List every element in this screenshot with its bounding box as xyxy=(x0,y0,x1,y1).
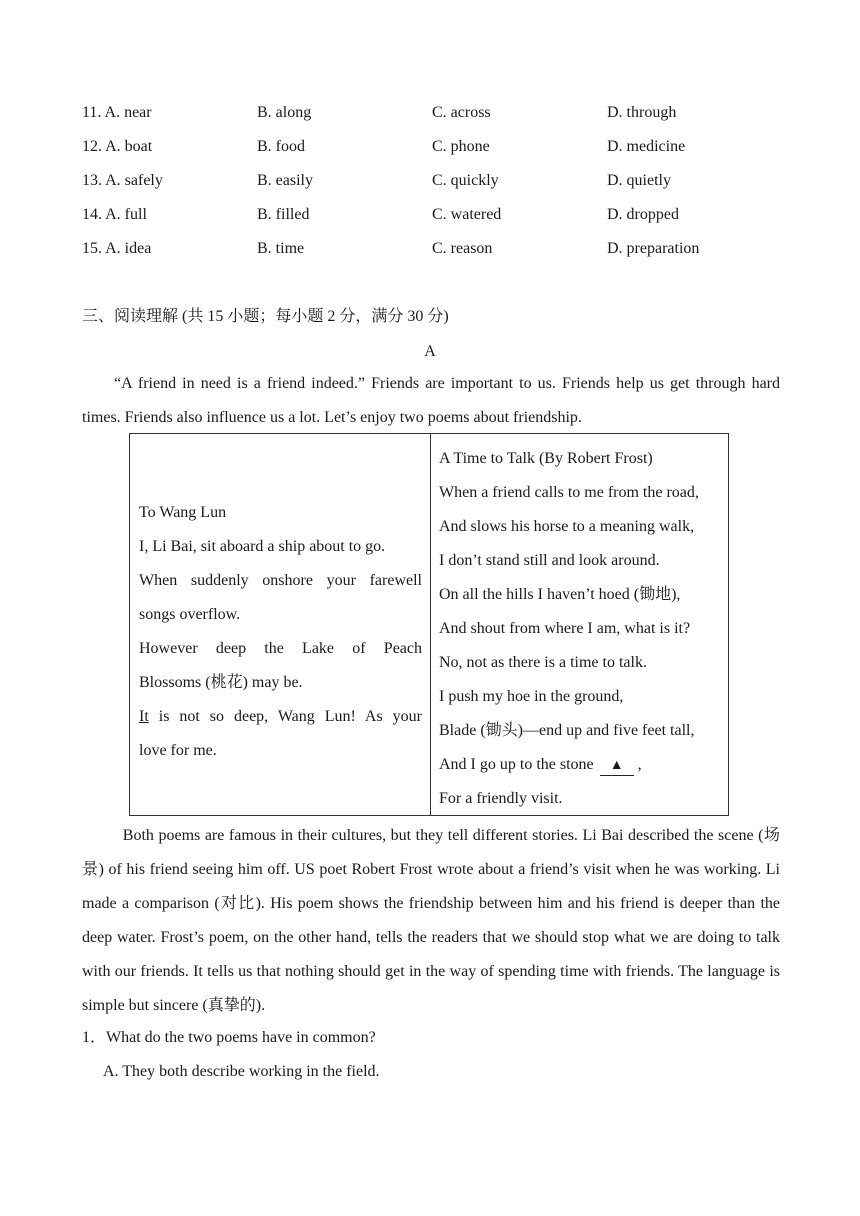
poem-line: For a friendly visit. xyxy=(439,790,563,807)
option-item: 13. A. safely xyxy=(82,172,163,189)
question-1-choice-a: A. They both describe working in the field. xyxy=(103,1063,380,1080)
poem-line-text: , xyxy=(637,756,642,773)
section-title: 三、阅读理解 (共 15 小题；每小题 2 分，满分 30 分) xyxy=(82,308,449,325)
option-row xyxy=(82,168,782,202)
option-item: B. filled xyxy=(257,206,310,223)
option-row xyxy=(82,100,782,134)
poem-table xyxy=(129,433,729,816)
cloze-options-table xyxy=(82,100,782,270)
option-item: C. watered xyxy=(432,206,502,223)
answer-blank: ▲ xyxy=(600,757,634,776)
poem-line: When suddenly onshore your farewell xyxy=(139,572,422,589)
option-item: C. across xyxy=(432,104,491,121)
intro-paragraph: “A friend in need is a friend indeed.” Friends are important to us. Friends help us get through hard times. Friends also influence us a lot. Let’s enjoy two poems about friendship. xyxy=(82,375,780,426)
option-item: C. quickly xyxy=(432,172,499,189)
poem-line: love for me. xyxy=(139,742,217,759)
poem-line: I don’t stand still and look around. xyxy=(439,552,660,569)
poem-line: However deep the Lake of Peach xyxy=(139,640,422,657)
poem-cell-a-time-to-talk xyxy=(431,434,728,815)
poem-line: Blossoms (桃花) may be. xyxy=(139,674,303,691)
option-item: B. easily xyxy=(257,172,313,189)
poem-line: songs overflow. xyxy=(139,606,241,623)
option-item: 14. A. full xyxy=(82,206,147,223)
option-item: 12. A. boat xyxy=(82,138,153,155)
poem-title: A Time to Talk (By Robert Frost) xyxy=(439,450,653,467)
poem-line: And shout from where I am, what is it? xyxy=(439,620,691,637)
poem-line xyxy=(139,700,422,734)
option-item: B. food xyxy=(257,138,305,155)
option-item: D. through xyxy=(607,104,677,121)
analysis-paragraph: Both poems are famous in their cultures, but they tell different stories. Li Bai described the scene (场景) of his friend seeing him off. US poet Robert Frost wrote about a friend’s visit when he was working. Li made a comparison (对比). His poem shows the friendship between him and his friend is deeper than the deep water. Frost’s poem, on the other hand, tells the readers that we should stop what we are doing to talk with our friends. It tells us that nothing should get in the way of spending time with friends. The language is simple but sincere (真挚的). xyxy=(82,827,781,1014)
option-item: D. quietly xyxy=(607,172,671,189)
question-1: 1．What do the two poems have in common? xyxy=(82,1029,376,1046)
poem-line: I push my hoe in the ground, xyxy=(439,688,624,705)
option-item: D. dropped xyxy=(607,206,679,223)
option-item: C. reason xyxy=(432,240,493,257)
option-item: D. preparation xyxy=(607,240,700,257)
poem-line-text: And I go up to the stone xyxy=(439,756,594,773)
poem-line: Blade (锄头)—end up and five feet tall, xyxy=(439,722,695,739)
poem-cell-to-wang-lun xyxy=(130,434,431,815)
underlined-word: It xyxy=(139,708,149,725)
poem-line-with-blank xyxy=(439,748,722,782)
option-item: C. phone xyxy=(432,138,490,155)
poem-line: I, Li Bai, sit aboard a ship about to go. xyxy=(139,538,386,555)
passage-letter: A xyxy=(424,343,436,360)
poem-line: On all the hills I haven’t hoed (锄地), xyxy=(439,586,681,603)
poem-line: And slows his horse to a meaning walk, xyxy=(439,518,695,535)
option-row xyxy=(82,236,782,270)
poem-title: To Wang Lun xyxy=(139,504,227,521)
option-item: 15. A. idea xyxy=(82,240,152,257)
poem-line: No, not as there is a time to talk. xyxy=(439,654,647,671)
option-item: D. medicine xyxy=(607,138,686,155)
option-item: B. along xyxy=(257,104,312,121)
option-item: 11. A. near xyxy=(82,104,152,121)
option-row xyxy=(82,202,782,236)
poem-line-text: is not so deep, Wang Lun! As your xyxy=(148,708,422,725)
option-row xyxy=(82,134,782,168)
option-item: B. time xyxy=(257,240,305,257)
poem-line: When a friend calls to me from the road, xyxy=(439,484,699,501)
